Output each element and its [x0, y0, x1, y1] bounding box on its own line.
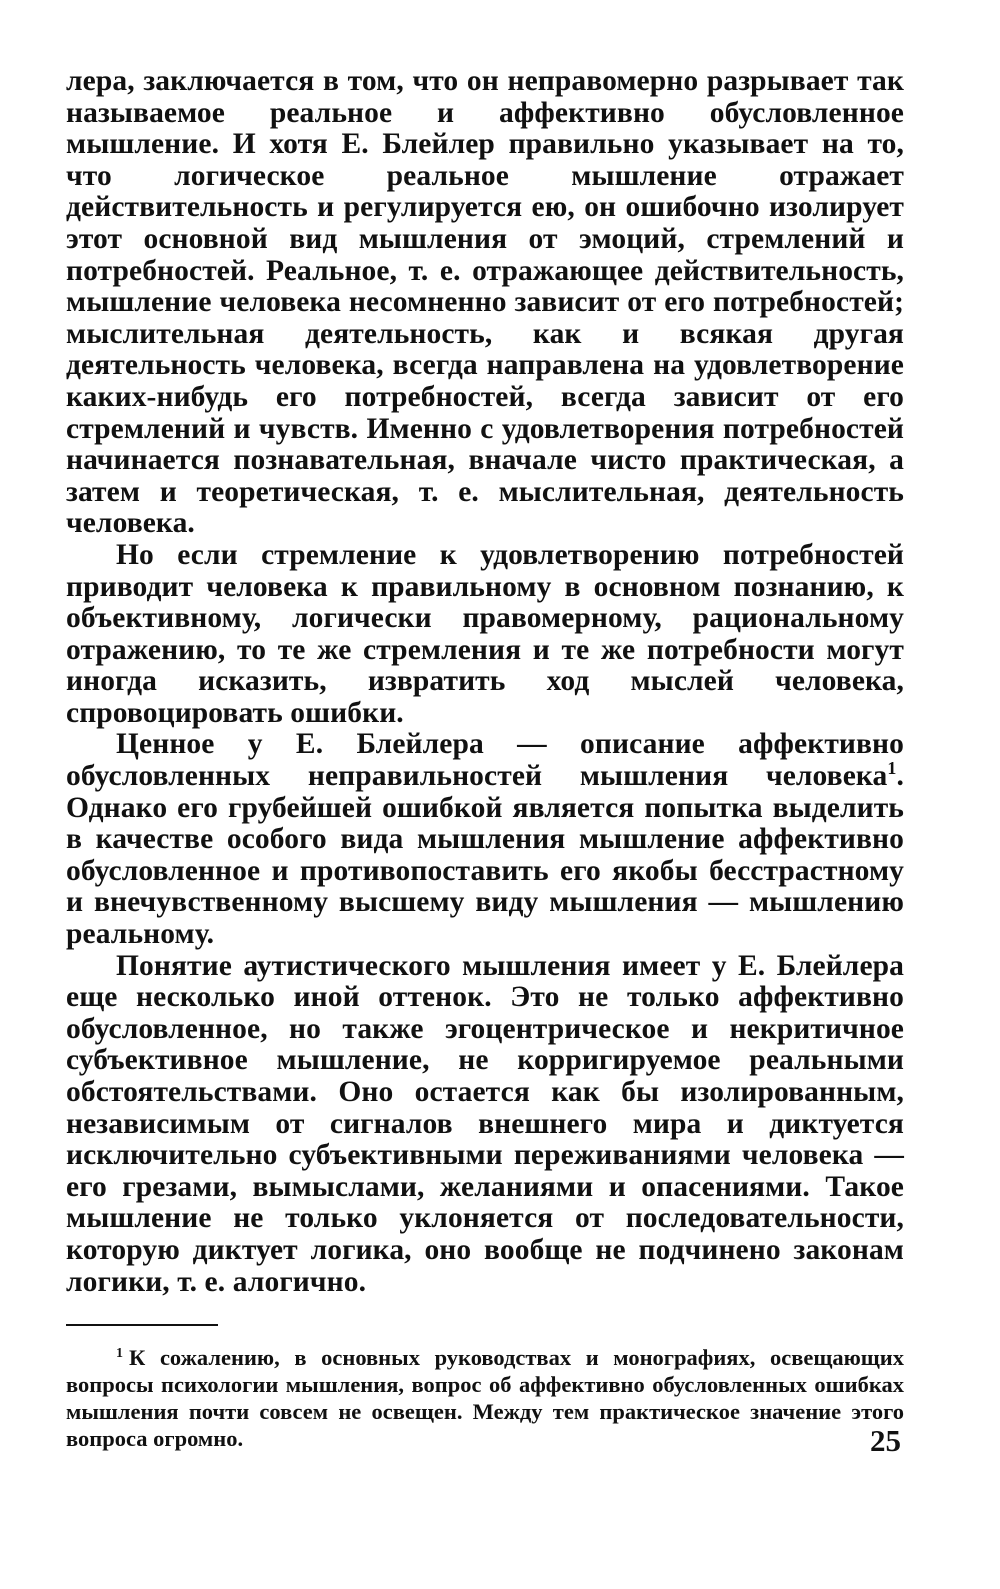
footnote-text: К сожалению, в основных руководствах и монографиях, освещающих вопросы психологии мышления, вопрос об аффективно обусловленных ошибках мышления почти совсем не освещен. Между тем практическое значение этого вопроса огромно.: [66, 1345, 904, 1452]
book-page: [66, 66, 904, 1452]
paragraph-2: Но если стремление к удовлетворению потребностей приводит человека к правильному в основном познанию, к объективному, логически правомерному, рациональному отражению, то те же стремления и те же потребности могут иногда исказить, извратить ход мыслей человека, спровоцировать ошибки.: [66, 538, 904, 729]
page-number: 25: [870, 1423, 901, 1458]
paragraph-1: лера, заключается в том, что он неправомерно разрывает так называемое реальное и аффективно обусловленное мышление. И хотя Е. Блейлер правильно указывает на то, что логическое реальное мышление отражает действительность и регулируется ею, он ошибочно изолирует этот основной вид мышления от эмоций, стремлений и потребностей. Реальное, т. е. отражающее действительность, мышление человека несомненно зависит от его потребностей; мыслительная деятельность, как и всякая другая деятельность человека, всегда направлена на удовлетворение каких-нибудь его потребностей, всегда зависит от его стремлений и чувств. Именно с удовлетворения потребностей начинается познавательная, вначале чисто практическая, а затем и теоретическая, т. е. мыслительная, деятельность человека.: [66, 65, 904, 540]
footnote-marker: 1: [116, 1345, 123, 1361]
footnote-divider: [66, 1324, 218, 1326]
footnote-reference: 1: [887, 758, 897, 779]
main-text: [66, 66, 904, 1298]
paragraph-3: Ценное у Е. Блейлера — описание аффективно обусловленных неправильностей мышления человека$^1$. Однако его грубейшей ошибкой является попытка выделить в качестве особого вида мышления мышление аффективно обусловленное и противопоставить его якобы бесстрастному и внечувственному высшему виду мышления — мышлению реальному.: [66, 728, 904, 951]
paragraph-3-part-1: Ценное у Е. Блейлера — описание аффективно обусловленных неправильностей мышления человека: [66, 728, 904, 793]
paragraph-4: Понятие аутистического мышления имеет у Е. Блейлера еще несколько иной оттенок. Это не только аффективно обусловленное, но также эгоцентрическое и некритичное субъективное мышление, не корригируемое реальными обстоятельствами. Оно остается как бы изолированным, независимым от сигналов внешнего мира и диктуется исключительно субъективными переживаниями человека — его грезами, вымыслами, желаниями и опасениями. Такое мышление не только уклоняется от последовательности, которую диктует логика, оно вообще не подчинено законам логики, т. е. алогично.: [66, 949, 904, 1298]
paragraph-3-part-2: Однако его грубейшей ошибкой является попытка выделить в качестве особого вида мышления мышление аффективно обусловленное и противопоставить его якобы бесстрастному и внечувственному высшему виду мышления — мышлению реальному.: [66, 791, 904, 951]
footnote: [66, 1344, 904, 1452]
